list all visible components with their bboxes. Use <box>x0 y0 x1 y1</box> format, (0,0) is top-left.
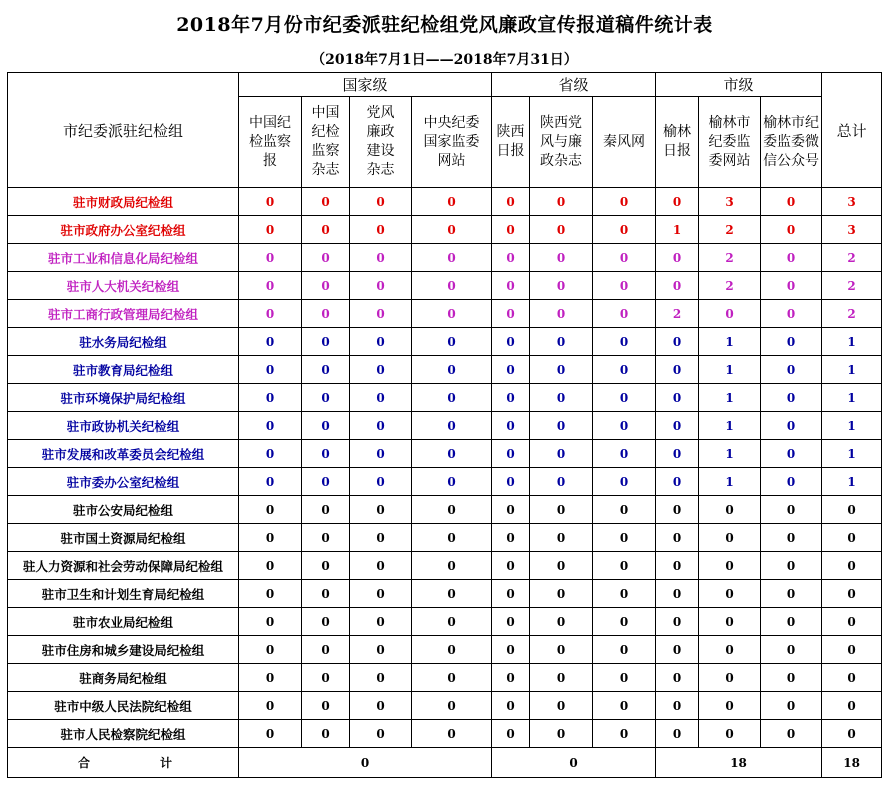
count-cell: 0 <box>302 496 350 524</box>
count-cell: 0 <box>699 720 761 748</box>
count-cell: 0 <box>412 524 492 552</box>
count-cell: 0 <box>761 692 822 720</box>
table-row <box>8 384 882 412</box>
table-row <box>8 664 882 692</box>
count-cell: 0 <box>350 524 412 552</box>
unit-name-cell: 驻市环境保护局纪检组 <box>8 384 239 412</box>
count-cell: 0 <box>530 216 593 244</box>
count-cell: 0 <box>761 216 822 244</box>
row-total-cell: 1 <box>822 468 882 496</box>
table-row <box>8 608 882 636</box>
table-row <box>8 636 882 664</box>
count-cell: 0 <box>530 692 593 720</box>
table-row <box>8 272 882 300</box>
count-cell: 0 <box>530 188 593 216</box>
count-cell: 0 <box>302 188 350 216</box>
count-cell: 0 <box>492 664 530 692</box>
count-cell: 0 <box>239 720 302 748</box>
count-cell: 0 <box>239 216 302 244</box>
unit-column-header: 市纪委派驻纪检组 <box>8 73 239 188</box>
count-cell: 0 <box>302 356 350 384</box>
count-cell: 0 <box>593 692 656 720</box>
count-cell: 0 <box>530 440 593 468</box>
count-cell: 0 <box>239 356 302 384</box>
count-cell: 0 <box>761 580 822 608</box>
count-cell: 0 <box>302 664 350 692</box>
count-cell: 0 <box>412 356 492 384</box>
unit-name-cell: 驻市财政局纪检组 <box>8 188 239 216</box>
count-cell: 0 <box>239 412 302 440</box>
count-cell: 0 <box>593 468 656 496</box>
count-cell: 0 <box>302 384 350 412</box>
count-cell: 0 <box>593 244 656 272</box>
count-cell: 0 <box>656 440 699 468</box>
column-header: 秦风网 <box>593 97 656 188</box>
count-cell: 0 <box>761 244 822 272</box>
count-cell: 0 <box>492 412 530 440</box>
count-cell: 0 <box>593 188 656 216</box>
table-row <box>8 188 882 216</box>
count-cell: 0 <box>761 664 822 692</box>
column-header: 党风廉政建设杂志 <box>350 97 412 188</box>
count-cell: 0 <box>530 636 593 664</box>
count-cell: 0 <box>350 244 412 272</box>
count-cell: 0 <box>239 328 302 356</box>
count-cell: 0 <box>530 356 593 384</box>
count-cell: 0 <box>239 384 302 412</box>
row-total-cell: 1 <box>822 356 882 384</box>
column-header: 榆林日报 <box>656 97 699 188</box>
count-cell: 0 <box>593 300 656 328</box>
count-cell: 0 <box>699 664 761 692</box>
count-cell: 0 <box>530 300 593 328</box>
count-cell: 0 <box>239 244 302 272</box>
count-cell: 0 <box>239 552 302 580</box>
count-cell: 0 <box>699 580 761 608</box>
count-cell: 0 <box>656 356 699 384</box>
count-cell: 0 <box>699 636 761 664</box>
statistics-table <box>7 72 882 778</box>
count-cell: 0 <box>656 468 699 496</box>
count-cell: 0 <box>412 692 492 720</box>
count-cell: 0 <box>530 412 593 440</box>
count-cell: 0 <box>492 328 530 356</box>
unit-name-cell: 驻市政协机关纪检组 <box>8 412 239 440</box>
count-cell: 0 <box>656 664 699 692</box>
row-total-cell: 3 <box>822 216 882 244</box>
count-cell: 0 <box>302 692 350 720</box>
count-cell: 0 <box>350 328 412 356</box>
table-row <box>8 692 882 720</box>
row-total-cell: 0 <box>822 664 882 692</box>
count-cell: 0 <box>530 496 593 524</box>
count-cell: 0 <box>656 636 699 664</box>
count-cell: 0 <box>412 216 492 244</box>
count-cell: 0 <box>530 384 593 412</box>
count-cell: 0 <box>302 552 350 580</box>
count-cell: 0 <box>350 468 412 496</box>
unit-name-cell: 驻市国土资源局纪检组 <box>8 524 239 552</box>
count-cell: 0 <box>350 384 412 412</box>
column-header: 陕西党风与廉政杂志 <box>530 97 593 188</box>
count-cell: 0 <box>412 496 492 524</box>
count-cell: 0 <box>761 636 822 664</box>
count-cell: 0 <box>761 300 822 328</box>
unit-name-cell: 驻市工商行政管理局纪检组 <box>8 300 239 328</box>
count-cell: 0 <box>492 216 530 244</box>
count-cell: 0 <box>699 552 761 580</box>
count-cell: 0 <box>699 692 761 720</box>
count-cell: 0 <box>593 580 656 608</box>
count-cell: 0 <box>350 636 412 664</box>
row-total-cell: 0 <box>822 692 882 720</box>
count-cell: 0 <box>656 384 699 412</box>
group-provincial-header: 省级 <box>492 73 656 97</box>
unit-name-cell: 驻市政府办公室纪检组 <box>8 216 239 244</box>
table-row <box>8 496 882 524</box>
unit-name-cell: 驻市发展和改革委员会纪检组 <box>8 440 239 468</box>
summary-label-right: 计 <box>160 756 173 770</box>
count-cell: 0 <box>656 188 699 216</box>
count-cell: 0 <box>761 272 822 300</box>
count-cell: 0 <box>350 664 412 692</box>
count-cell: 0 <box>302 440 350 468</box>
count-cell: 0 <box>302 580 350 608</box>
count-cell: 0 <box>412 580 492 608</box>
count-cell: 0 <box>350 300 412 328</box>
count-cell: 0 <box>530 720 593 748</box>
column-header: 中国纪检监察报 <box>239 97 302 188</box>
count-cell: 2 <box>699 272 761 300</box>
count-cell: 2 <box>699 244 761 272</box>
table-row <box>8 356 882 384</box>
table-row <box>8 244 882 272</box>
count-cell: 0 <box>656 720 699 748</box>
count-cell: 0 <box>350 692 412 720</box>
unit-name-cell: 驻市委办公室纪检组 <box>8 468 239 496</box>
count-cell: 0 <box>492 188 530 216</box>
count-cell: 0 <box>412 272 492 300</box>
row-total-cell: 0 <box>822 636 882 664</box>
count-cell: 0 <box>412 328 492 356</box>
count-cell: 0 <box>239 580 302 608</box>
count-cell: 0 <box>593 664 656 692</box>
count-cell: 0 <box>656 552 699 580</box>
count-cell: 0 <box>350 496 412 524</box>
count-cell: 0 <box>412 244 492 272</box>
count-cell: 0 <box>492 384 530 412</box>
count-cell: 0 <box>761 608 822 636</box>
row-total-cell: 0 <box>822 608 882 636</box>
count-cell: 0 <box>302 720 350 748</box>
unit-name-cell: 驻市中级人民法院纪检组 <box>8 692 239 720</box>
count-cell: 0 <box>492 356 530 384</box>
count-cell: 0 <box>239 272 302 300</box>
count-cell: 0 <box>302 300 350 328</box>
count-cell: 0 <box>492 440 530 468</box>
count-cell: 1 <box>699 440 761 468</box>
count-cell: 0 <box>350 216 412 244</box>
count-cell: 0 <box>492 720 530 748</box>
count-cell: 0 <box>656 496 699 524</box>
count-cell: 0 <box>302 244 350 272</box>
count-cell: 2 <box>699 216 761 244</box>
table-row <box>8 552 882 580</box>
count-cell: 0 <box>492 636 530 664</box>
group-national-header: 国家级 <box>239 73 492 97</box>
count-cell: 0 <box>350 412 412 440</box>
count-cell: 0 <box>492 272 530 300</box>
column-header: 榆林市纪委监委微信公众号 <box>761 97 822 188</box>
count-cell: 0 <box>492 608 530 636</box>
count-cell: 0 <box>412 636 492 664</box>
count-cell: 0 <box>239 440 302 468</box>
count-cell: 0 <box>656 580 699 608</box>
count-cell: 0 <box>492 552 530 580</box>
count-cell: 0 <box>530 328 593 356</box>
row-total-cell: 0 <box>822 496 882 524</box>
count-cell: 0 <box>350 356 412 384</box>
unit-name-cell: 驻市公安局纪检组 <box>8 496 239 524</box>
group-municipal-header: 市级 <box>656 73 822 97</box>
count-cell: 0 <box>761 356 822 384</box>
count-cell: 0 <box>412 188 492 216</box>
count-cell: 0 <box>530 580 593 608</box>
table-row <box>8 412 882 440</box>
count-cell: 0 <box>656 244 699 272</box>
column-header: 中国纪检监察杂志 <box>302 97 350 188</box>
table-row <box>8 468 882 496</box>
row-total-cell: 0 <box>822 580 882 608</box>
count-cell: 0 <box>593 552 656 580</box>
count-cell: 0 <box>699 524 761 552</box>
count-cell: 1 <box>699 384 761 412</box>
count-cell: 0 <box>593 524 656 552</box>
count-cell: 0 <box>530 664 593 692</box>
unit-name-cell: 驻市住房和城乡建设局纪检组 <box>8 636 239 664</box>
count-cell: 3 <box>699 188 761 216</box>
count-cell: 0 <box>239 300 302 328</box>
count-cell: 0 <box>492 468 530 496</box>
count-cell: 0 <box>761 412 822 440</box>
row-total-cell: 1 <box>822 440 882 468</box>
total-column-header: 总计 <box>822 73 882 188</box>
count-cell: 0 <box>699 496 761 524</box>
count-cell: 0 <box>593 216 656 244</box>
count-cell: 0 <box>350 552 412 580</box>
count-cell: 0 <box>350 272 412 300</box>
table-row <box>8 216 882 244</box>
page-title: 2018年7月份市纪委派驻纪检组党风廉政宣传报道稿件统计表 <box>176 14 713 36</box>
count-cell: 0 <box>593 496 656 524</box>
count-cell: 0 <box>239 664 302 692</box>
date-range-subtitle: （2018年7月1日——2018年7月31日） <box>311 52 578 68</box>
count-cell: 0 <box>593 440 656 468</box>
count-cell: 1 <box>699 412 761 440</box>
table-row <box>8 580 882 608</box>
count-cell: 0 <box>412 664 492 692</box>
count-cell: 0 <box>761 328 822 356</box>
count-cell: 0 <box>412 468 492 496</box>
summary-label <box>8 748 239 778</box>
row-total-cell: 2 <box>822 300 882 328</box>
count-cell: 0 <box>492 496 530 524</box>
count-cell: 0 <box>412 440 492 468</box>
row-total-cell: 2 <box>822 244 882 272</box>
count-cell: 0 <box>239 496 302 524</box>
count-cell: 0 <box>412 552 492 580</box>
count-cell: 0 <box>492 692 530 720</box>
count-cell: 0 <box>412 608 492 636</box>
count-cell: 0 <box>761 188 822 216</box>
count-cell: 0 <box>302 524 350 552</box>
column-header: 榆林市纪委监委网站 <box>699 97 761 188</box>
count-cell: 0 <box>761 468 822 496</box>
count-cell: 0 <box>412 720 492 748</box>
count-cell: 0 <box>699 608 761 636</box>
summary-row <box>8 748 882 778</box>
count-cell: 0 <box>350 608 412 636</box>
count-cell: 0 <box>302 216 350 244</box>
count-cell: 0 <box>656 524 699 552</box>
count-cell: 0 <box>761 384 822 412</box>
count-cell: 0 <box>593 272 656 300</box>
count-cell: 0 <box>350 440 412 468</box>
row-total-cell: 3 <box>822 188 882 216</box>
table-row <box>8 524 882 552</box>
count-cell: 0 <box>761 720 822 748</box>
count-cell: 0 <box>761 524 822 552</box>
count-cell: 1 <box>699 356 761 384</box>
count-cell: 0 <box>530 244 593 272</box>
summary-national: 0 <box>239 748 492 778</box>
count-cell: 0 <box>302 328 350 356</box>
count-cell: 0 <box>530 608 593 636</box>
count-cell: 0 <box>530 552 593 580</box>
count-cell: 0 <box>302 636 350 664</box>
count-cell: 0 <box>530 272 593 300</box>
count-cell: 0 <box>656 412 699 440</box>
group-header-row <box>8 73 882 97</box>
unit-name-cell: 驻市农业局纪检组 <box>8 608 239 636</box>
count-cell: 0 <box>350 580 412 608</box>
count-cell: 0 <box>239 608 302 636</box>
count-cell: 0 <box>492 524 530 552</box>
count-cell: 0 <box>492 580 530 608</box>
count-cell: 0 <box>593 412 656 440</box>
count-cell: 0 <box>656 608 699 636</box>
count-cell: 2 <box>656 300 699 328</box>
count-cell: 0 <box>239 524 302 552</box>
unit-name-cell: 驻市教育局纪检组 <box>8 356 239 384</box>
summary-municipal: 18 <box>656 748 822 778</box>
count-cell: 0 <box>302 608 350 636</box>
count-cell: 0 <box>656 272 699 300</box>
count-cell: 0 <box>412 384 492 412</box>
row-total-cell: 1 <box>822 384 882 412</box>
row-total-cell: 0 <box>822 720 882 748</box>
count-cell: 0 <box>530 468 593 496</box>
count-cell: 0 <box>239 636 302 664</box>
count-cell: 0 <box>492 300 530 328</box>
count-cell: 0 <box>593 720 656 748</box>
table-row <box>8 720 882 748</box>
unit-name-cell: 驻人力资源和社会劳动保障局纪检组 <box>8 552 239 580</box>
summary-provincial: 0 <box>492 748 656 778</box>
count-cell: 0 <box>239 692 302 720</box>
count-cell: 0 <box>593 384 656 412</box>
table-row <box>8 300 882 328</box>
unit-name-cell: 驻市人大机关纪检组 <box>8 272 239 300</box>
unit-name-cell: 驻市人民检察院纪检组 <box>8 720 239 748</box>
count-cell: 0 <box>302 468 350 496</box>
column-header: 中央纪委国家监委网站 <box>412 97 492 188</box>
unit-name-cell: 驻市卫生和计划生育局纪检组 <box>8 580 239 608</box>
unit-name-cell: 驻市工业和信息化局纪检组 <box>8 244 239 272</box>
row-total-cell: 1 <box>822 412 882 440</box>
summary-total: 18 <box>822 748 882 778</box>
table-body <box>8 188 882 748</box>
unit-name-cell: 驻商务局纪检组 <box>8 664 239 692</box>
row-total-cell: 1 <box>822 328 882 356</box>
count-cell: 0 <box>593 328 656 356</box>
unit-name-cell: 驻水务局纪检组 <box>8 328 239 356</box>
column-header: 陕西日报 <box>492 97 530 188</box>
row-total-cell: 0 <box>822 524 882 552</box>
summary-label-left: 合 <box>78 756 91 770</box>
count-cell: 0 <box>593 356 656 384</box>
count-cell: 0 <box>239 468 302 496</box>
count-cell: 0 <box>350 188 412 216</box>
count-cell: 0 <box>761 496 822 524</box>
count-cell: 0 <box>593 636 656 664</box>
count-cell: 0 <box>412 412 492 440</box>
count-cell: 0 <box>699 300 761 328</box>
row-total-cell: 2 <box>822 272 882 300</box>
count-cell: 0 <box>302 412 350 440</box>
count-cell: 1 <box>656 216 699 244</box>
count-cell: 0 <box>302 272 350 300</box>
count-cell: 0 <box>656 328 699 356</box>
count-cell: 0 <box>761 440 822 468</box>
count-cell: 0 <box>761 552 822 580</box>
count-cell: 0 <box>492 244 530 272</box>
count-cell: 1 <box>699 328 761 356</box>
count-cell: 0 <box>530 524 593 552</box>
table-row <box>8 440 882 468</box>
count-cell: 1 <box>699 468 761 496</box>
table-row <box>8 328 882 356</box>
count-cell: 0 <box>593 608 656 636</box>
count-cell: 0 <box>350 720 412 748</box>
count-cell: 0 <box>656 692 699 720</box>
row-total-cell: 0 <box>822 552 882 580</box>
count-cell: 0 <box>412 300 492 328</box>
count-cell: 0 <box>239 188 302 216</box>
